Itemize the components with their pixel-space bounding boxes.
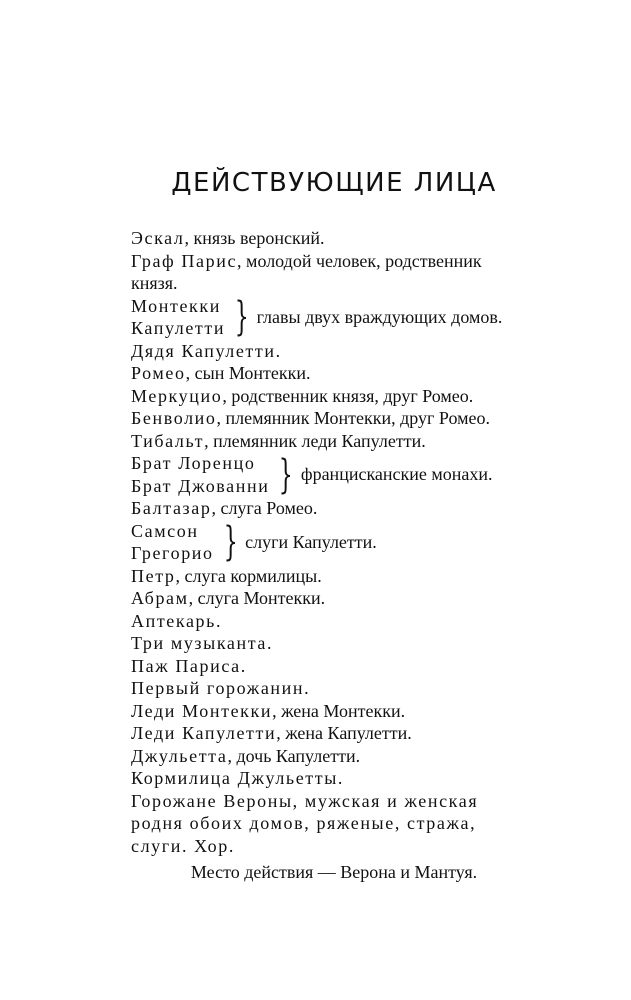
character-name: Брат Джованни	[131, 475, 270, 496]
brace-icon: }	[279, 451, 294, 498]
character-group-friars	[131, 452, 551, 497]
list-item	[131, 430, 551, 453]
list-item	[131, 587, 551, 610]
character-name: Ромео	[131, 363, 186, 383]
character-group-servants	[131, 520, 551, 565]
list-item: Дядя Капулетти.	[131, 340, 282, 361]
list-item	[131, 227, 551, 250]
dramatis-personae-list	[131, 227, 551, 857]
character-name: Балтазар	[131, 498, 212, 518]
list-item: Горожане Вероны, мужская и женская	[131, 790, 479, 811]
character-name: Бенволио	[131, 408, 217, 428]
list-item	[131, 497, 551, 520]
character-description: , племянник Монтекки, друг Ромео.	[216, 408, 491, 428]
character-description: , жена Капулетти.	[276, 723, 412, 743]
character-description: , князь веронский.	[184, 228, 325, 248]
character-name: Абрам	[131, 588, 189, 608]
character-name: Леди Капулетти	[131, 723, 277, 743]
character-name: Брат Лоренцо	[131, 453, 256, 473]
character-name: Монтекки	[131, 295, 221, 316]
list-item: Кормилица Джульетты.	[131, 768, 345, 788]
character-name: Тибальт	[131, 430, 205, 451]
character-description: князя.	[131, 273, 178, 293]
list-item	[131, 385, 551, 408]
character-description: , слуга Ромео.	[211, 498, 318, 518]
group-description: францисканские монахи.	[300, 464, 493, 484]
list-item	[131, 565, 551, 588]
character-description: , жена Монтекки.	[272, 700, 406, 721]
list-item: Паж Париса.	[131, 655, 247, 676]
list-item	[131, 745, 551, 768]
character-description: , слуга кормилицы.	[175, 565, 322, 586]
character-name: Граф Парис	[131, 250, 238, 271]
character-description: , родственник князя, друг Ромео.	[222, 385, 474, 406]
character-description: , молодой человек, родственник	[237, 250, 482, 271]
list-item	[131, 700, 551, 723]
list-item	[131, 362, 551, 385]
character-description: , слуга Монтекки.	[188, 588, 326, 608]
list-item: слуги. Хор.	[131, 835, 235, 856]
list-item	[131, 250, 551, 273]
list-item: родня обоих домов, ряженые, стража,	[131, 813, 477, 833]
character-description: , племянник леди Капулетти.	[204, 430, 426, 451]
brace-icon: }	[234, 294, 249, 340]
page-title: ДЕЙСТВУЮЩИЕ ЛИЦА	[171, 168, 497, 198]
list-item	[131, 722, 551, 745]
character-name: Меркуцио	[131, 385, 223, 406]
character-description: , дочь Капулетти.	[227, 745, 361, 766]
character-name: Джульетта	[131, 745, 228, 766]
character-name: Эскал	[131, 228, 185, 248]
list-item: Аптекарь.	[131, 610, 223, 631]
group-description: главы двух враждующих домов.	[256, 306, 503, 327]
character-name: Капулетти	[131, 318, 226, 338]
list-item: Первый горожанин.	[131, 678, 311, 698]
character-name: Самсон	[131, 520, 199, 541]
character-description: , сын Монтекки.	[185, 363, 311, 383]
group-description: слуги Капулетти.	[245, 531, 377, 552]
character-group-houses	[131, 295, 551, 340]
setting-note: Место действия — Верона и Мантуя.	[190, 862, 478, 882]
character-name: Леди Монтекки	[131, 700, 273, 721]
character-name: Петр	[131, 565, 176, 586]
list-item	[131, 272, 551, 295]
list-item: Три музыканта.	[131, 633, 274, 653]
brace-icon: }	[223, 519, 238, 565]
character-name: Грегорио	[131, 543, 214, 563]
list-item	[131, 407, 551, 430]
